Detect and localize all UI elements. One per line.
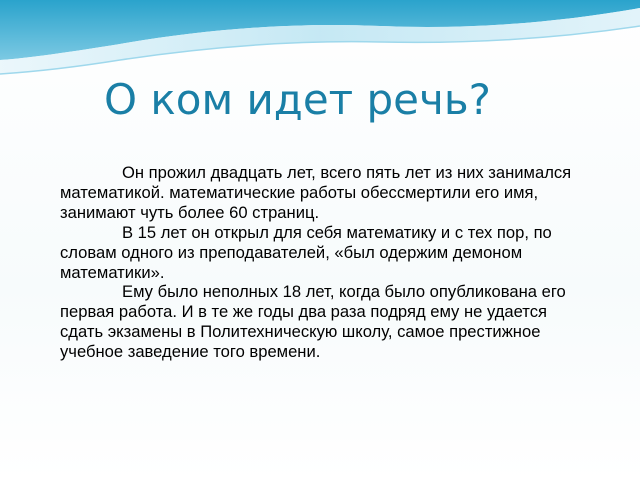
- decorative-wave-header: [0, 0, 640, 80]
- slide-body: [60, 163, 590, 362]
- slide-title: О ком идет речь?: [104, 75, 491, 124]
- paragraph-2: В 15 лет он открыл для себя математику и с тех пор, по словам одного из преподавателей, «был одержим демоном математики».: [60, 222, 552, 282]
- paragraph-3: Ему было неполных 18 лет, когда было опубликована его первая работа. И в те же годы два раза подряд ему не удается сдать экзамены в Политехническую школу, самое престижное учебное заведение того времени.: [60, 282, 566, 362]
- paragraph-1: Он прожил двадцать лет, всего пять лет из них занимался математикой. математические работы обессмертили его имя, занимают чуть более 60 страниц.: [60, 163, 572, 222]
